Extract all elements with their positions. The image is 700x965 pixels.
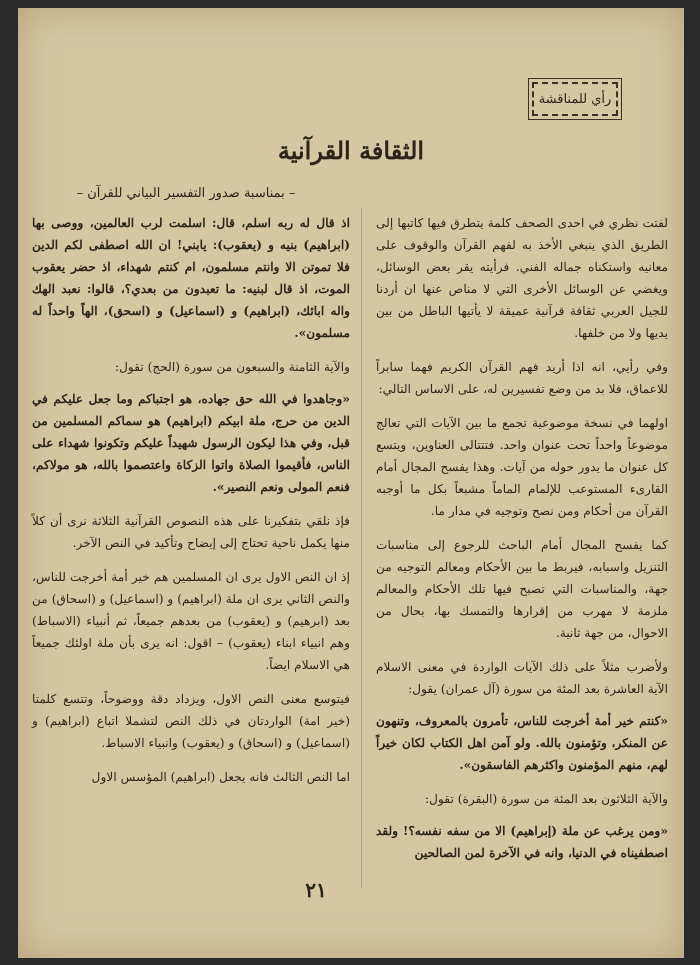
paragraph: فيتوسع معنى النص الاول، ويزداد دقة ووضوحاً، وتتسع كلمتا (خير امة) الواردتان في ذلك النص لتشملا اتباع (ابراهيم) و (اسماعيل) و (اسحاق) و (يعقوب) وانبياء الاسباط. [32, 692, 350, 750]
paragraph: فإذ نلقي بتفكيرنا على هذه النصوص القرآنية الثلاثة نرى أن كلاً منها يكمل ناحية تحتاج إلى إيضاح وتأكيد في النص الآخر. [32, 514, 350, 550]
quran-quote: «كنتم خير أمة أخرجت للناس، تأمرون بالمعروف، وتنهون عن المنكر، وتؤمنون بالله. ولو آمن اهل الكتاب لكان خيراً لهم، منهم المؤمنون واكثرهم الفاسقون». [376, 714, 668, 772]
paragraph: لفتت نظري في احدى الصحف كلمة يتطرق فيها كاتبها إلى الطريق الذي ينبغي الأخذ به لفهم القرآن والوقوف على معانيه واستكناه جماله الفني. فرأيته يقر بعض الوسائل، ويغضي عن الوسائل الأخرى التي لا مناص عنها ان أردنا للجيل العربي ثقافة قرآنية عميقة لا يأتيها الباطل من بين يديها ولا من خلفها. [376, 216, 668, 340]
section-label-box [528, 78, 622, 120]
article-subtitle: – بمناسبة صدور التفسير البياني للقرآن – [76, 186, 296, 201]
left-column [32, 212, 350, 800]
quran-quote: اذ قال له ربه اسلم، قال: اسلمت لرب العالمين، ووصى بها (ابراهيم) بنيه و (يعقوب): يابني! ان الله اصطفى لكم الدين فلا تموتن الا وانتم مسلمون، ام كنتم شهداء، اذ حضر يعقوب الموت، اذ قال لبنيه: ما تعبدون من بعدي؟، قالوا: نعبد الهك واله ابائك، (ابراهيم) و (اسماعيل) و (اسحق)، الهاً واحداً له مسلمون». [32, 216, 350, 340]
quran-quote: «وجاهدوا في الله حق جهاده، هو اجتباكم وما جعل عليكم في الدين من حرج، ملة ابيكم (ابراهيم) هو سماكم المسلمين من قبل، وفي هذا ليكون الرسول شهيداً عليكم وتكونوا شهداء على الناس، فأقيموا الصلاة واتوا الزكاة واعتصموا بالله، هو مولاكم، فنعم المولى ونعم النصير». [32, 392, 350, 494]
paragraph: إذ ان النص الاول يرى ان المسلمين هم خير أمة أخرجت للناس، والنص الثاني يرى ان ملة (ابراهيم) و (اسماعيل) و (اسحاق) من بعد (ابرهيم) و (يعقوب) من بعدهم جميعاً، ثم أنبياء (الاسباط) وهم انبياء ابناء (يعقوب) – اقول: انه يرى بأن ملة اولئك جميعاً هي الاسلام ايضاً. [32, 570, 350, 672]
paragraph: والآية الثلاثون بعد المئة من سورة (البقرة) تقول: [425, 792, 668, 806]
paragraph: ولأضرب مثلاً على ذلك الآيات الواردة في معنى الاسلام الآية العاشرة بعد المئة من سورة (آل عمران) يقول: [376, 660, 668, 696]
right-column [376, 212, 668, 876]
paragraph: وفي رأيي، انه اذا أريد فهم القرآن الكريم فهما سابراً للاعماق، فلا بد من وضع تفسيرين له، على الاساس التالي: [376, 360, 668, 396]
page-number: ٢١ [305, 878, 327, 902]
section-label: رأي للمناقشة [536, 92, 615, 107]
column-divider [361, 208, 362, 888]
magazine-page [18, 8, 684, 958]
paragraph: كما يفسح المجال أمام الباحث للرجوع إلى مناسبات التنزيل واسبابه، فيربط ما بين الأحكام ومعالم التوجيه من جهة، والمناسبات التي تصبح فيها تلك الأحكام والمعالم ملزمة لا مهرب من إقرارها والتمسك بها، بحال من الاحوال، من جهة ثانية. [376, 538, 668, 640]
article-title: الثقافة القرآنية [277, 136, 425, 165]
paragraph: اولهما في نسخة موضوعية تجمع ما بين الآيات التي تعالج موضوعاً واحداً تحت عنوان واحد. فتتتالى العناوين، ويتسع كل عنوان ما يدور حوله من آيات. وهذا يفسح المجال أمام القارىء المستوعب للإلمام الماماً مشبعاً بكل ما أوجبه القرآن من أحكام ومن نصح وتوجيه في مدار ما. [376, 416, 668, 518]
quran-quote: «ومن يرغب عن ملة (إبراهيم) الا من سفه نفسه؟! ولقد اصطفيناه في الدنيا، وانه في الآخرة لمن الصالحين [376, 824, 668, 860]
paragraph: والآية الثامنة والسبعون من سورة (الحج) تقول: [114, 360, 350, 374]
paragraph: اما النص الثالث فانه يجعل (ابراهيم) المؤسس الاول [91, 770, 350, 784]
